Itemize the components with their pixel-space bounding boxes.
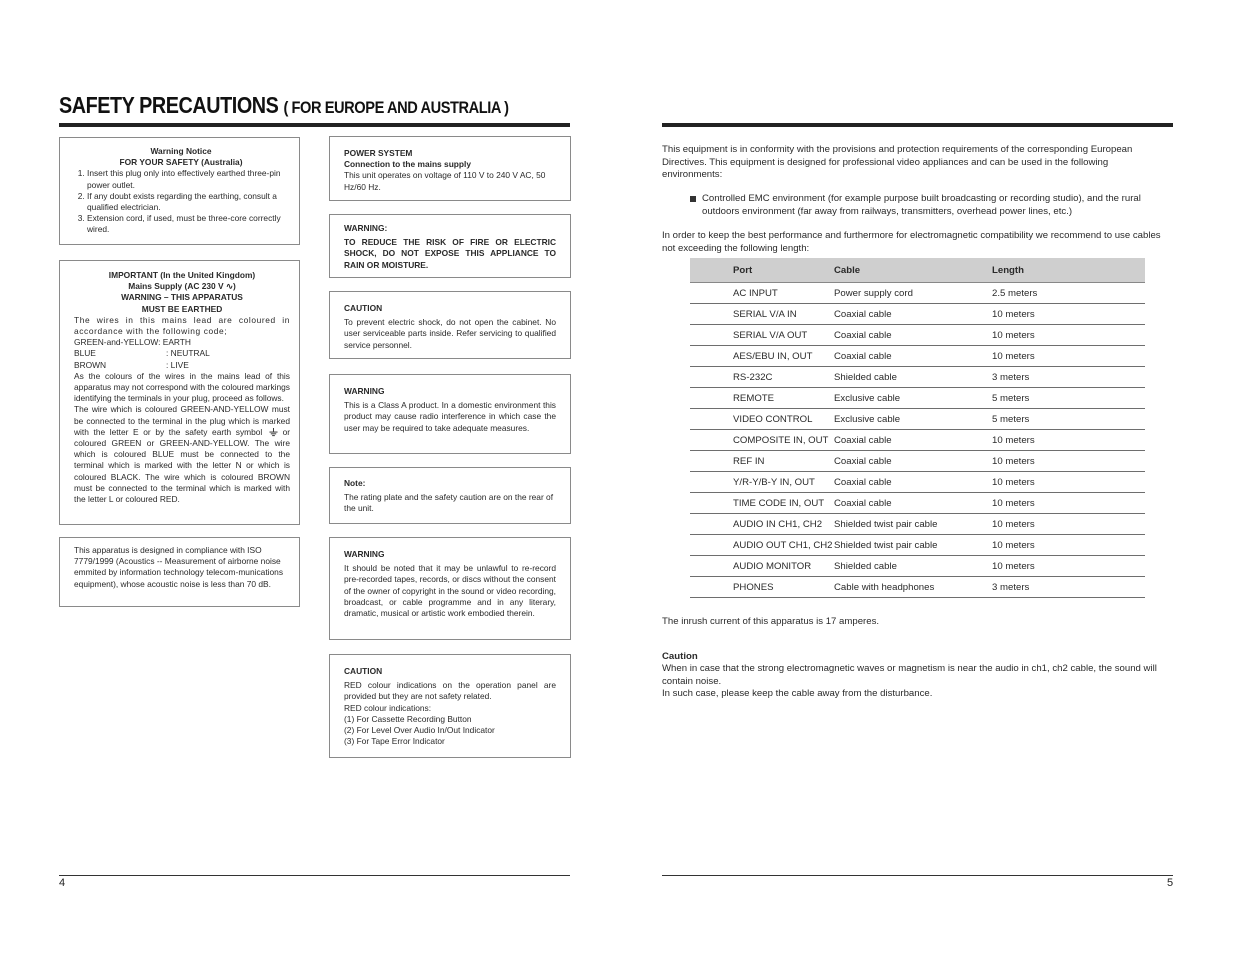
uk-para2 (74, 404, 290, 505)
list-item: 3. Extension cord, if used, must be three-core correctly wired. (87, 213, 289, 235)
warning-fire-heading: WARNING: (344, 223, 388, 233)
port-cell: AC INPUT (690, 283, 834, 304)
warning-fire-body: TO REDUCE THE RISK OF FIRE OR ELECTRIC SHOCK, DO NOT EXPOSE THIS APPLIANCE TO RAIN OR MOISTURE. (344, 237, 556, 270)
notice-subheading: FOR YOUR SAFETY (Australia) (119, 157, 243, 168)
title-subtitle: ( FOR EUROPE AND AUSTRALIA ) (283, 98, 509, 117)
power-subheading: Connection to the mains supply (344, 159, 472, 170)
important-uk-box (59, 260, 300, 525)
cable-cell: Coaxial cable (834, 325, 992, 346)
table-row (690, 535, 1145, 556)
cable-cell: Shielded twist pair cable (834, 514, 992, 535)
length-cell: 10 meters (992, 346, 1145, 367)
page-number-left: 4 (59, 877, 66, 889)
port-cell: COMPOSITE IN, OUT (690, 430, 834, 451)
column-header-length: Length (992, 258, 1145, 283)
uk-blue-value: : NEUTRAL (166, 348, 210, 359)
power-system-box (329, 136, 571, 201)
table-row (690, 304, 1145, 325)
table-row (690, 346, 1145, 367)
caution-red-line5: (3) For Tape Error Indicator (344, 736, 445, 747)
table-row (690, 472, 1145, 493)
uk-intro: The wires in this mains lead are coloured in accordance with the following code; (74, 314, 290, 337)
cable-cell: Coaxial cable (834, 304, 992, 325)
port-cell: AES/EBU IN, OUT (690, 346, 834, 367)
port-cell: REMOTE (690, 388, 834, 409)
notice-heading: Warning Notice (150, 146, 212, 156)
port-cell: REF IN (690, 451, 834, 472)
page-number-right: 5 (1167, 877, 1174, 889)
environment-bullet: Controlled EMC environment (for example purpose built broadcasting or recording studio), and the rural outdoors environment (far away from railways, transmitters, overhead power lines, etc.) (702, 193, 1141, 217)
iso-notice-box (59, 537, 300, 607)
port-cell: SERIAL V/A IN (690, 304, 834, 325)
right-top-rule (662, 123, 1173, 127)
footer-rule-left (59, 875, 570, 876)
caution-shock-box (329, 291, 571, 359)
bullet-square-icon (690, 196, 696, 202)
column-header-port: Port (690, 258, 834, 283)
cable-cell: Shielded cable (834, 367, 992, 388)
port-cell: AUDIO OUT CH1, CH2 (690, 535, 834, 556)
power-body: This unit operates on voltage of 110 V to 240 V AC, 50 Hz/60 Hz. (344, 170, 546, 192)
table-row (690, 430, 1145, 451)
caution-red-line4: (2) For Level Over Audio In/Out Indicator (344, 725, 495, 736)
caution-red-line1: RED colour indications on the operation panel are provided but they are not safety related. (344, 680, 556, 702)
uk-blue-label: BLUE (74, 348, 96, 359)
uk-code-blue (74, 348, 290, 359)
warning-copyright-heading: WARNING (344, 549, 385, 559)
cable-cell: Cable with headphones (834, 577, 992, 598)
length-cell: 10 meters (992, 325, 1145, 346)
warning-notice-australia (59, 137, 300, 245)
uk-earthed-heading: MUST BE EARTHED (141, 303, 223, 314)
caution-red-line2: RED colour indications: (344, 702, 432, 713)
port-cell: Y/R-Y/B-Y IN, OUT (690, 472, 834, 493)
length-cell: 3 meters (992, 367, 1145, 388)
port-cell: AUDIO IN CH1, CH2 (690, 514, 834, 535)
power-heading: POWER SYSTEM (344, 148, 413, 158)
uk-para2b: or coloured GREEN or GREEN-AND-YELLOW. The wire which is coloured BLUE must be connected to the terminal which is marked with the letter N or which is coloured BLACK. The wire which is coloured BROWN must be connected to the terminal which is marked with the letter L or coloured RED. (74, 426, 291, 505)
uk-para1: As the colours of the wires in the mains lead of this apparatus may not correspond with the coloured markings identifying the terminals in your plug, proceed as follows. (74, 370, 290, 404)
column-header-cable: Cable (834, 258, 992, 283)
caution-line2: In such case, please keep the cable away from the disturbance. (662, 688, 933, 699)
cable-recommendation: In order to keep the best performance and furthermore for electromagnetic compatibility we recommend to use cables not exceeding the following length: (662, 230, 1161, 254)
length-cell: 5 meters (992, 388, 1145, 409)
length-cell: 10 meters (992, 556, 1145, 577)
table-row (690, 451, 1145, 472)
cable-cell: Exclusive cable (834, 409, 992, 430)
cable-cell: Power supply cord (834, 283, 992, 304)
note-body: The rating plate and the safety caution are on the rear of the unit. (344, 492, 554, 514)
list-item: 1. Insert this plug only into effectively earthed three-pin power outlet. (87, 168, 289, 190)
cable-cell: Shielded twist pair cable (834, 535, 992, 556)
title-text: SAFETY PRECAUTIONS (59, 92, 279, 118)
cable-length-table (690, 258, 1145, 598)
table-row (690, 409, 1145, 430)
uk-heading: IMPORTANT (In the United Kingdom) (108, 270, 256, 280)
caution-shock-body: To prevent electric shock, do not open the cabinet. No user serviceable parts inside. Refer servicing to qualified service personnel. (344, 317, 556, 350)
port-cell: RS-232C (690, 367, 834, 388)
cable-cell: Coaxial cable (834, 493, 992, 514)
warning-copyright-box (329, 537, 571, 640)
length-cell: 10 meters (992, 451, 1145, 472)
note-box (329, 467, 571, 524)
cable-cell: Coaxial cable (834, 472, 992, 493)
uk-brown-value: : LIVE (166, 359, 189, 370)
caution-red-box (329, 654, 571, 758)
iso-notice-text: This apparatus is designed in compliance with ISO 7779/1999 (Acoustics -- Measurement of airborne noise emmited by information technology telecom-munications equipment), whose acoustic noise is less than 70 dB. (74, 545, 284, 589)
table-header-row (690, 258, 1145, 283)
uk-warning-heading: WARNING – THIS APPARATUS (121, 292, 243, 303)
earth-symbol-icon (269, 428, 278, 437)
note-heading: Note: (344, 478, 366, 488)
length-cell: 10 meters (992, 304, 1145, 325)
uk-mains-heading: Mains Supply (AC 230 V ∿) (128, 281, 236, 292)
inrush-current: The inrush current of this apparatus is 17 amperes. (662, 616, 880, 627)
footer-rule-right (662, 875, 1173, 876)
caution-shock-heading: CAUTION (344, 303, 383, 313)
table-row (690, 514, 1145, 535)
table-row (690, 367, 1145, 388)
length-cell: 3 meters (992, 577, 1145, 598)
length-cell: 10 meters (992, 430, 1145, 451)
length-cell: 10 meters (992, 535, 1145, 556)
notice-list (73, 168, 289, 235)
page-title (59, 92, 509, 119)
length-cell: 10 meters (992, 493, 1145, 514)
port-cell: TIME CODE IN, OUT (690, 493, 834, 514)
cable-cell: Exclusive cable (834, 388, 992, 409)
title-rule (59, 123, 570, 127)
caution-red-heading: CAUTION (344, 666, 383, 676)
conformity-intro: This equipment is in conformity with the provisions and protection requirements of the corresponding European Directives. This equipment is designed for professional video appliances and can be used in the following environments: (662, 144, 1133, 181)
length-cell: 2.5 meters (992, 283, 1145, 304)
table-row (690, 388, 1145, 409)
warning-copyright-body: It should be noted that it may be unlawful to re-record pre-recorded tapes, records, or discs without the consent of the owner of copyright in the sound or video recording, broadcast, or cable programme and in any literary, dramatic, musical or artistic work embodied therein. (344, 563, 556, 619)
table-row (690, 493, 1145, 514)
port-cell: SERIAL V/A OUT (690, 325, 834, 346)
cable-cell: Coaxial cable (834, 451, 992, 472)
cable-cell: Shielded cable (834, 556, 992, 577)
uk-code-brown (74, 360, 290, 371)
caution-line1: When in case that the strong electromagnetic waves or magnetism is near the audio in ch1, ch2 cable, the sound will contain noise. (662, 663, 1157, 687)
caution-red-line3: (1) For Cassette Recording Button (344, 713, 472, 724)
table-row (690, 325, 1145, 346)
port-cell: VIDEO CONTROL (690, 409, 834, 430)
port-cell: PHONES (690, 577, 834, 598)
table-row (690, 283, 1145, 304)
list-item: 2. If any doubt exists regarding the earthing, consult a qualified electrician. (87, 191, 289, 213)
uk-code-earth: GREEN-and-YELLOW: EARTH (74, 337, 191, 348)
table-row (690, 556, 1145, 577)
port-cell: AUDIO MONITOR (690, 556, 834, 577)
warning-classA-box (329, 374, 571, 454)
warning-fire-box (329, 214, 571, 278)
table-row (690, 577, 1145, 598)
warning-classA-body: This is a Class A product. In a domestic environment this product may cause radio interference in which case the user may be required to take adequate measures. (344, 400, 556, 433)
caution-heading: Caution (662, 651, 698, 662)
warning-classA-heading: WARNING (344, 386, 385, 396)
length-cell: 10 meters (992, 514, 1145, 535)
length-cell: 10 meters (992, 472, 1145, 493)
cable-cell: Coaxial cable (834, 430, 992, 451)
cable-cell: Coaxial cable (834, 346, 992, 367)
uk-para2a: The wire which is coloured GREEN-AND-YELLOW must be connected to the terminal in the plug which is marked with the letter E or by the safety earth symbol (74, 404, 290, 437)
length-cell: 5 meters (992, 409, 1145, 430)
uk-brown-label: BROWN (74, 359, 107, 370)
